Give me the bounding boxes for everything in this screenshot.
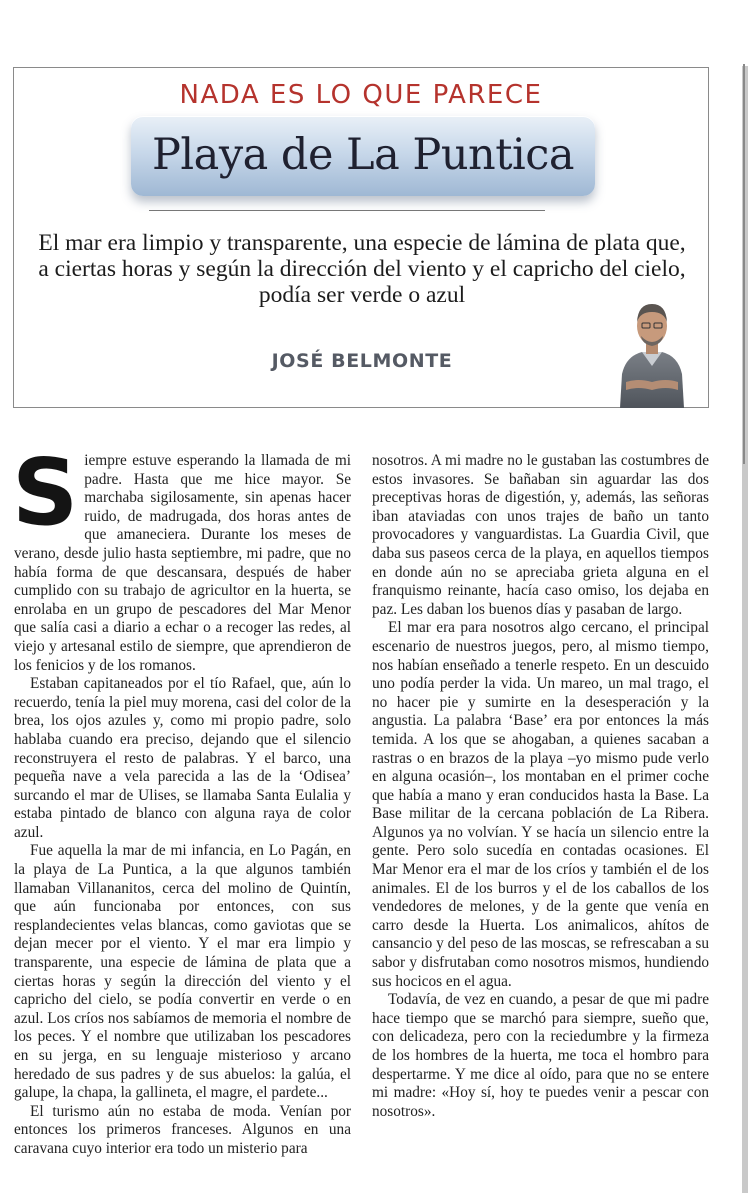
- page-edge-line: [743, 64, 745, 464]
- article-column-left: [12, 439, 351, 1159]
- article-paragraph: El turismo aún no estaba de moda. Venían por entonces los primeros franceses. Algunos en una caravana cuyo interior era todo un misterio para: [14, 1102, 351, 1157]
- header-box: [13, 67, 709, 408]
- article-paragraph: El mar era para nosotros algo cercano, el principal escenario de nuestros juegos, pero, al mismo tiempo, nos habían enseñado a tenerle respeto. En un descuido uno podía perder la vida. Un mareo, un mal trago, el no hacer pie y sumirte en la desesperación y la angustia. La palabra ‘Base’ era por entonces la más temida. A los que se ahogaban, a quienes sacaban a rastras o en brazos de la playa –yo mismo pude verlo en alguna ocasión–, los montaban en el primer coche que había a mano y eran conducidos hasta la Base. La Base militar de la cercana población de La Ribera. Algunos ya no volvían. Y se hacía un silencio entre la gente. Pero solo sucedía en contadas ocasiones. El Mar Menor era el mar de los críos y también el de los animales. El de los burros y el de los caballos de los vendedores de melones, y de la gente que venía en carro desde la Huerta. Los animalicos, ahítos de cansancio y del peso de las moscas, se refrescaban a su sabor y disfrutaban como nosotros mismos, hundiendo sus hocicos en el agua.: [372, 619, 709, 990]
- article-column-right: [372, 452, 709, 1121]
- title-banner: [131, 116, 595, 196]
- page-title: Playa de La Puntica: [152, 130, 574, 180]
- article-paragraph: Siempre estuve esperando la llamada de mi padre. Hasta que me hice mayor. Se marchaba sigilosamente, sin apenas hacer ruido, de madrugada, dos horas antes de que amaneciera. Durante los meses de verano, desde julio hasta septiembre, mi padre, que no había forma de que descansara, después de haber cumplido con su trabajo de agricultor en la huerta, se enrolaba en un grupo de pescadores del Mar Menor que salía casi a diario a echar o a recoger las redes, al viejo y artesanal estilo de siempre, que aprendieron de los fenicios y de los romanos.: [12, 439, 351, 674]
- article-paragraph: Todavía, de vez en cuando, a pesar de que mi padre hace tiempo que se marchó para siempre, sueño que, con delicadeza, pero con la reciedumbre y la firmeza de los hombres de la huerta, me toca el hombro para despertarme. Y me dice al oído, para que no se entere mi madre: «Hoy sí, hoy te puedes venir a pescar con nosotros».: [372, 991, 709, 1120]
- section-label: NADA ES LO QUE PARECE: [179, 80, 543, 110]
- author-byline: JOSÉ BELMONTE: [271, 350, 453, 372]
- article-paragraph: Estaban capitaneados por el tío Rafael, que, aún lo recuerdo, tenía la piel muy morena, casi del color de la brea, los ojos azules y, como mi propio padre, solo hablaba cuando era preciso, dejando que el silencio reconstruyera el resto de palabras. Y el barco, una pequeña nave a vela parecida a las de la ‘Odisea’ surcando el mar de Ulises, se llamaba Santa Eulalia y estaba pintado de blanco con alguna raya de color azul.: [14, 675, 351, 841]
- article-paragraph: nosotros. A mi madre no le gustaban las costumbres de estos invasores. Se bañaban sin aguardar las dos preceptivas horas de digestión, y, además, las señoras iban ataviadas con unos trajes de baño un tanto provocadores y vanguardistas. La Guardia Civil, que daba sus paseos cerca de la playa, en aquellos tiempos en donde aún no se apreciaba grieta alguna en el franquismo reinante, hacía caso omiso, los dejaba en paz. Les daban los buenos días y pasaban de largo.: [372, 452, 709, 618]
- article-deck: El mar era limpio y transparente, una especie de lámina de plata que, a ciertas horas y según la dirección del viento y el capricho del cielo, podía ser verde o azul: [38, 230, 686, 308]
- drop-cap: S: [12, 439, 79, 546]
- title-divider: [149, 210, 545, 211]
- article-paragraph: Fue aquella la mar de mi infancia, en Lo Pagán, en la playa de La Puntica, a la que algunos también llamaban Villananitos, cerca del molino de Quintín, que aún funcionaba por entonces, con sus resplandecientes velas blancas, como gaviotas que se dejan mecer por el viento. Y el mar era limpio y transparente, una especie de lámina de plata que a ciertas horas y según la dirección del viento y el capricho del cielo, se podía convertir en verde o en azul. Los críos nos sabíamos de memoria el nombre de los peces. Y el nombre que utilizaban los pescadores en su jerga, en su lenguaje misterioso y arcano heredado de sus padres y de sus abuelos: la galúa, el galupe, la chapa, la gallineta, el magre, el pardete...: [14, 842, 351, 1102]
- author-portrait: [612, 282, 692, 408]
